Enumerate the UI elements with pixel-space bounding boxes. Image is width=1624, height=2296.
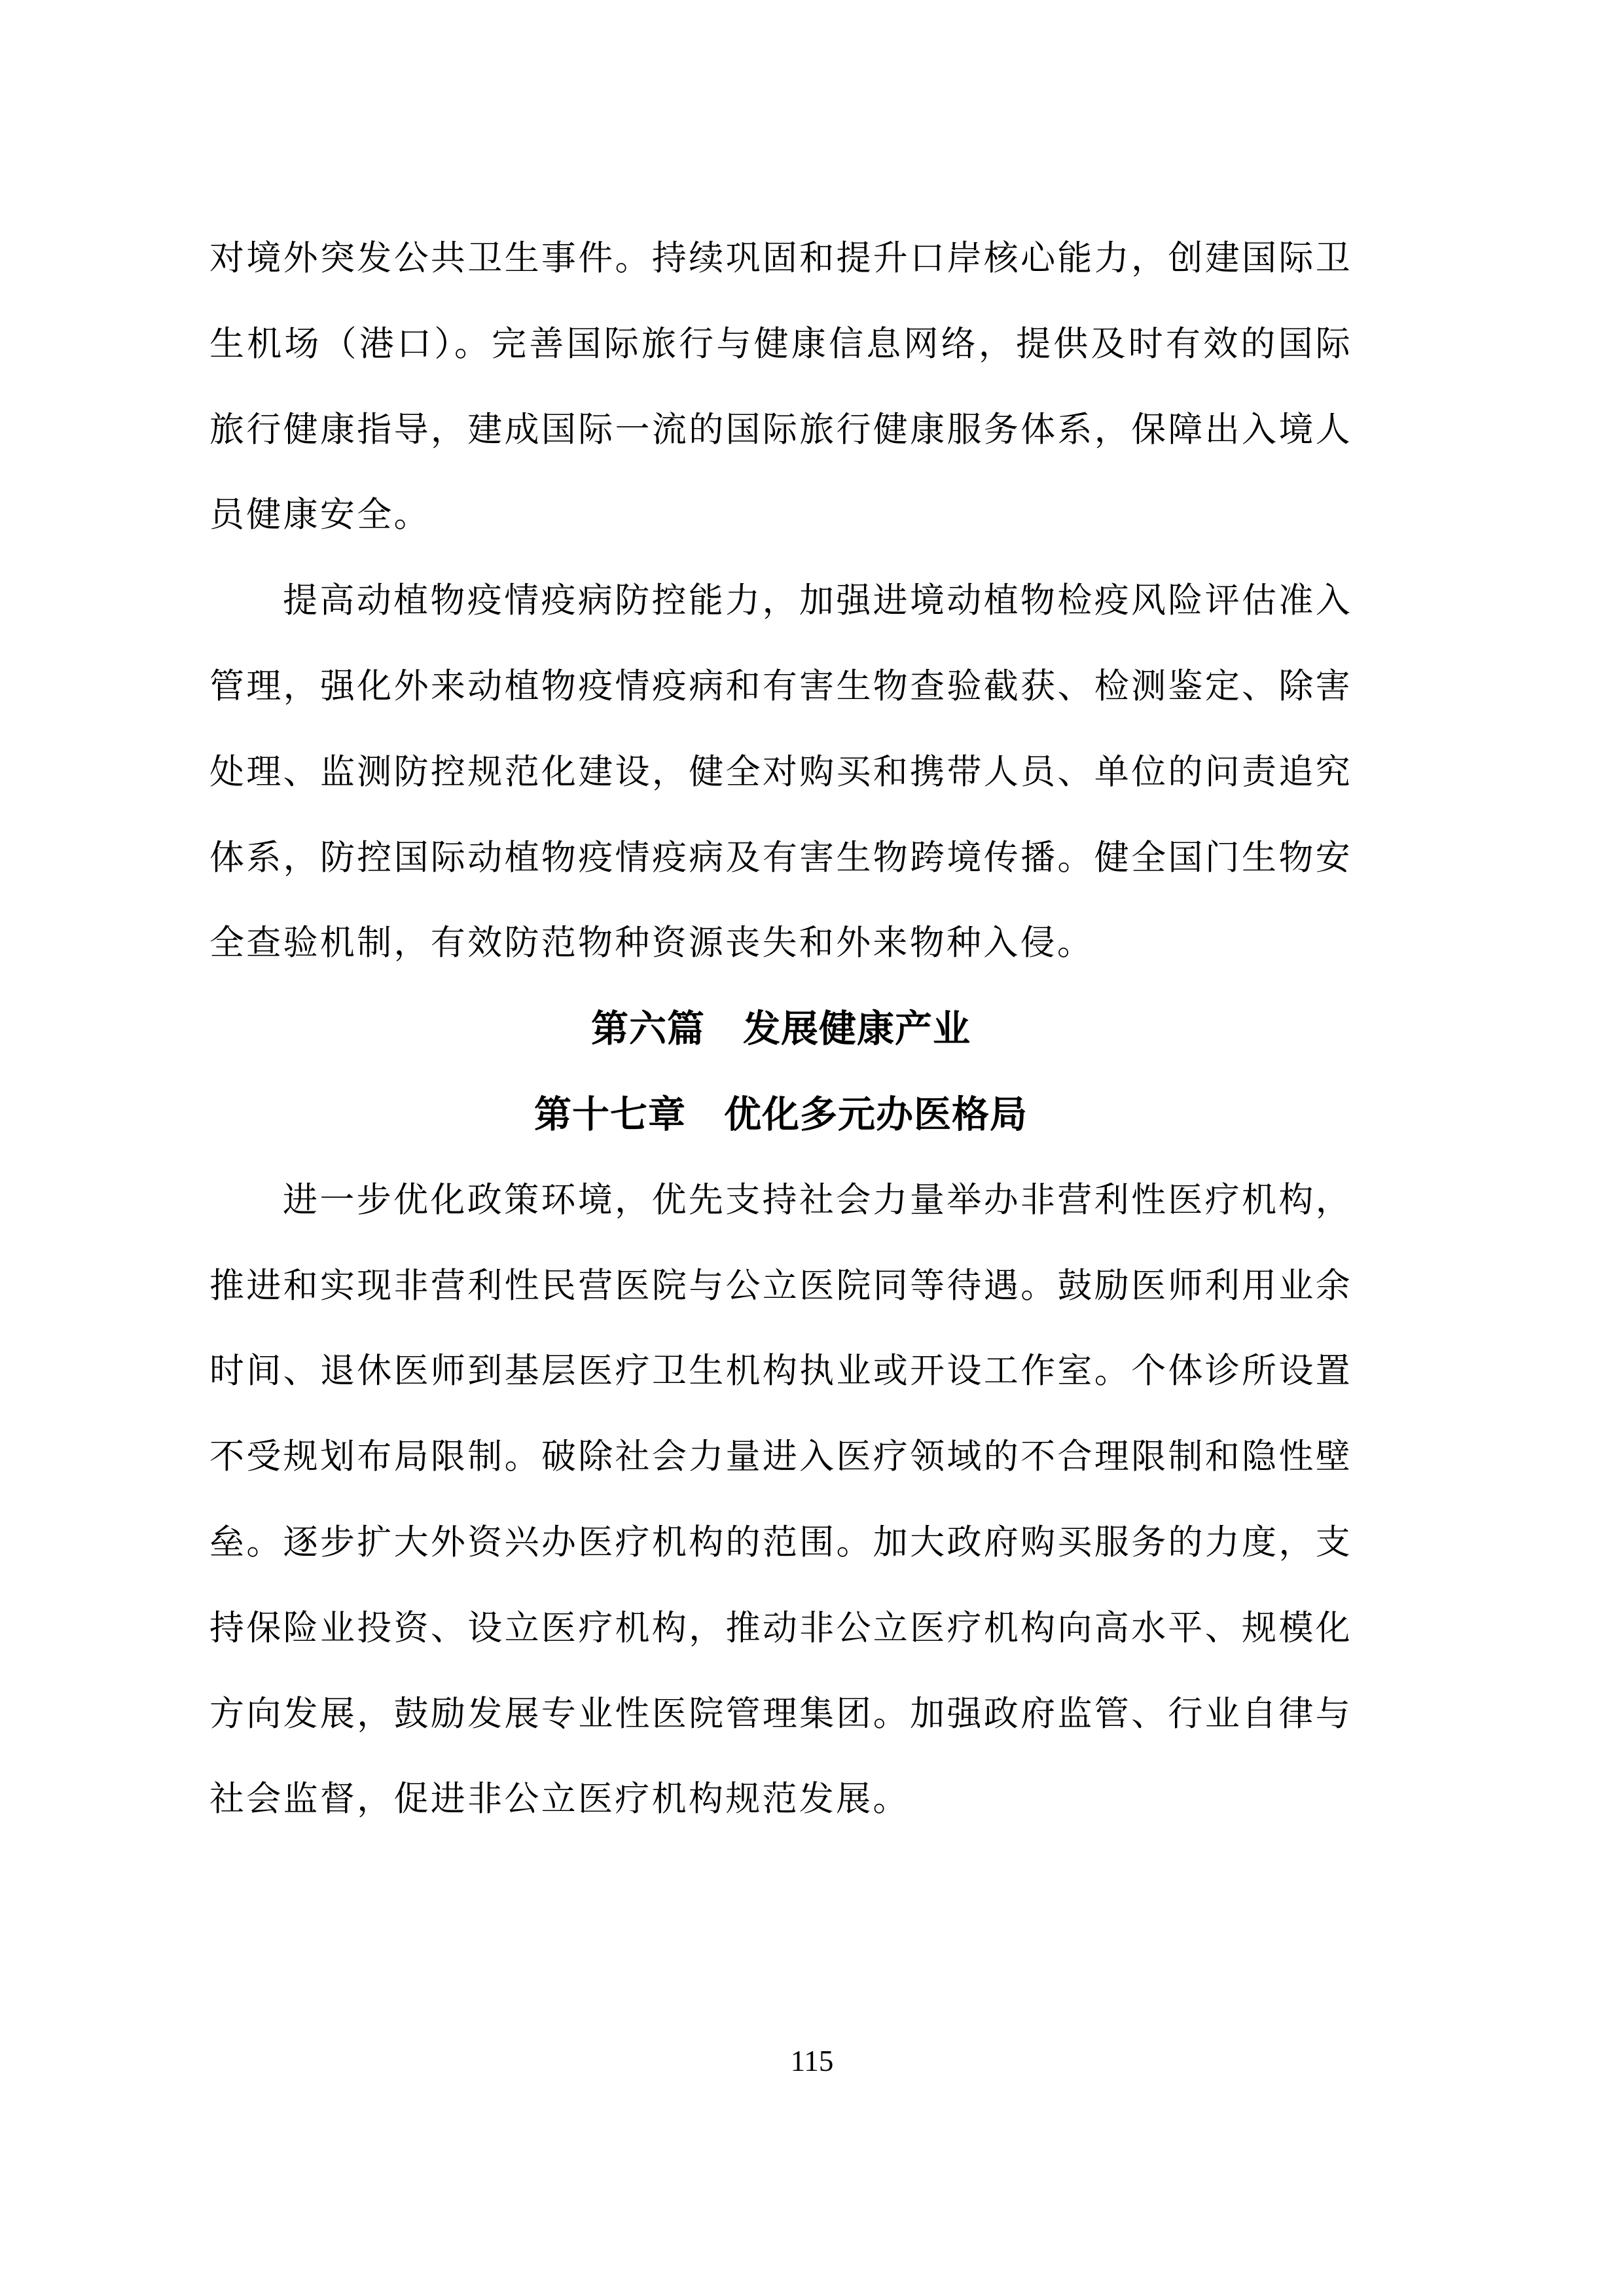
body-paragraph-3: 进一步优化政策环境，优先支持社会力量举办非营利性医疗机构，推进和实现非营利性民营医院与公立医院同等待遇。鼓励医师利用业余时间、退休医师到基层医疗卫生机构执业或开设工作室。个体诊所设置不受规划布局限制。破除社会力量进入医疗领域的不合理限制和隐性壁垒。逐步扩大外资兴办医疗机构的范围。加大政府购买服务的力度，支持保险业投资、设立医疗机构，推动非公立医疗机构向高水平、规模化方向发展，鼓励发展专业性医院管理集团。加强政府监管、行业自律与社会监督，促进非公立医疗机构规范发展。 (209, 1181, 1352, 1819)
chapter-heading: 第十七章 优化多元办医格局 (534, 1093, 1028, 1136)
part-heading: 第六篇 发展健康产业 (591, 1008, 971, 1050)
content-area (209, 216, 1352, 1842)
page-number-label: 115 (790, 2045, 834, 2077)
body-paragraph-2: 提高动植物疫情疫病防控能力，加强进境动植物检疫风险评估准入管理，强化外来动植物疫情疫病和有害生物查验截获、检测鉴定、除害处理、监测防控规范化建设，健全对购买和携带人员、单位的问责追究体系，防控国际动植物疫情疫病及有害生物跨境传播。健全国门生物安全查验机制，有效防范物种资源丧失和外来物种入侵。 (209, 582, 1352, 963)
body-paragraph-1: 对境外突发公共卫生事件。持续巩固和提升口岸核心能力，创建国际卫生机场（港口）。完善国际旅行与健康信息网络，提供及时有效的国际旅行健康指导，建成国际一流的国际旅行健康服务体系，保障出入境人员健康安全。 (209, 240, 1352, 535)
